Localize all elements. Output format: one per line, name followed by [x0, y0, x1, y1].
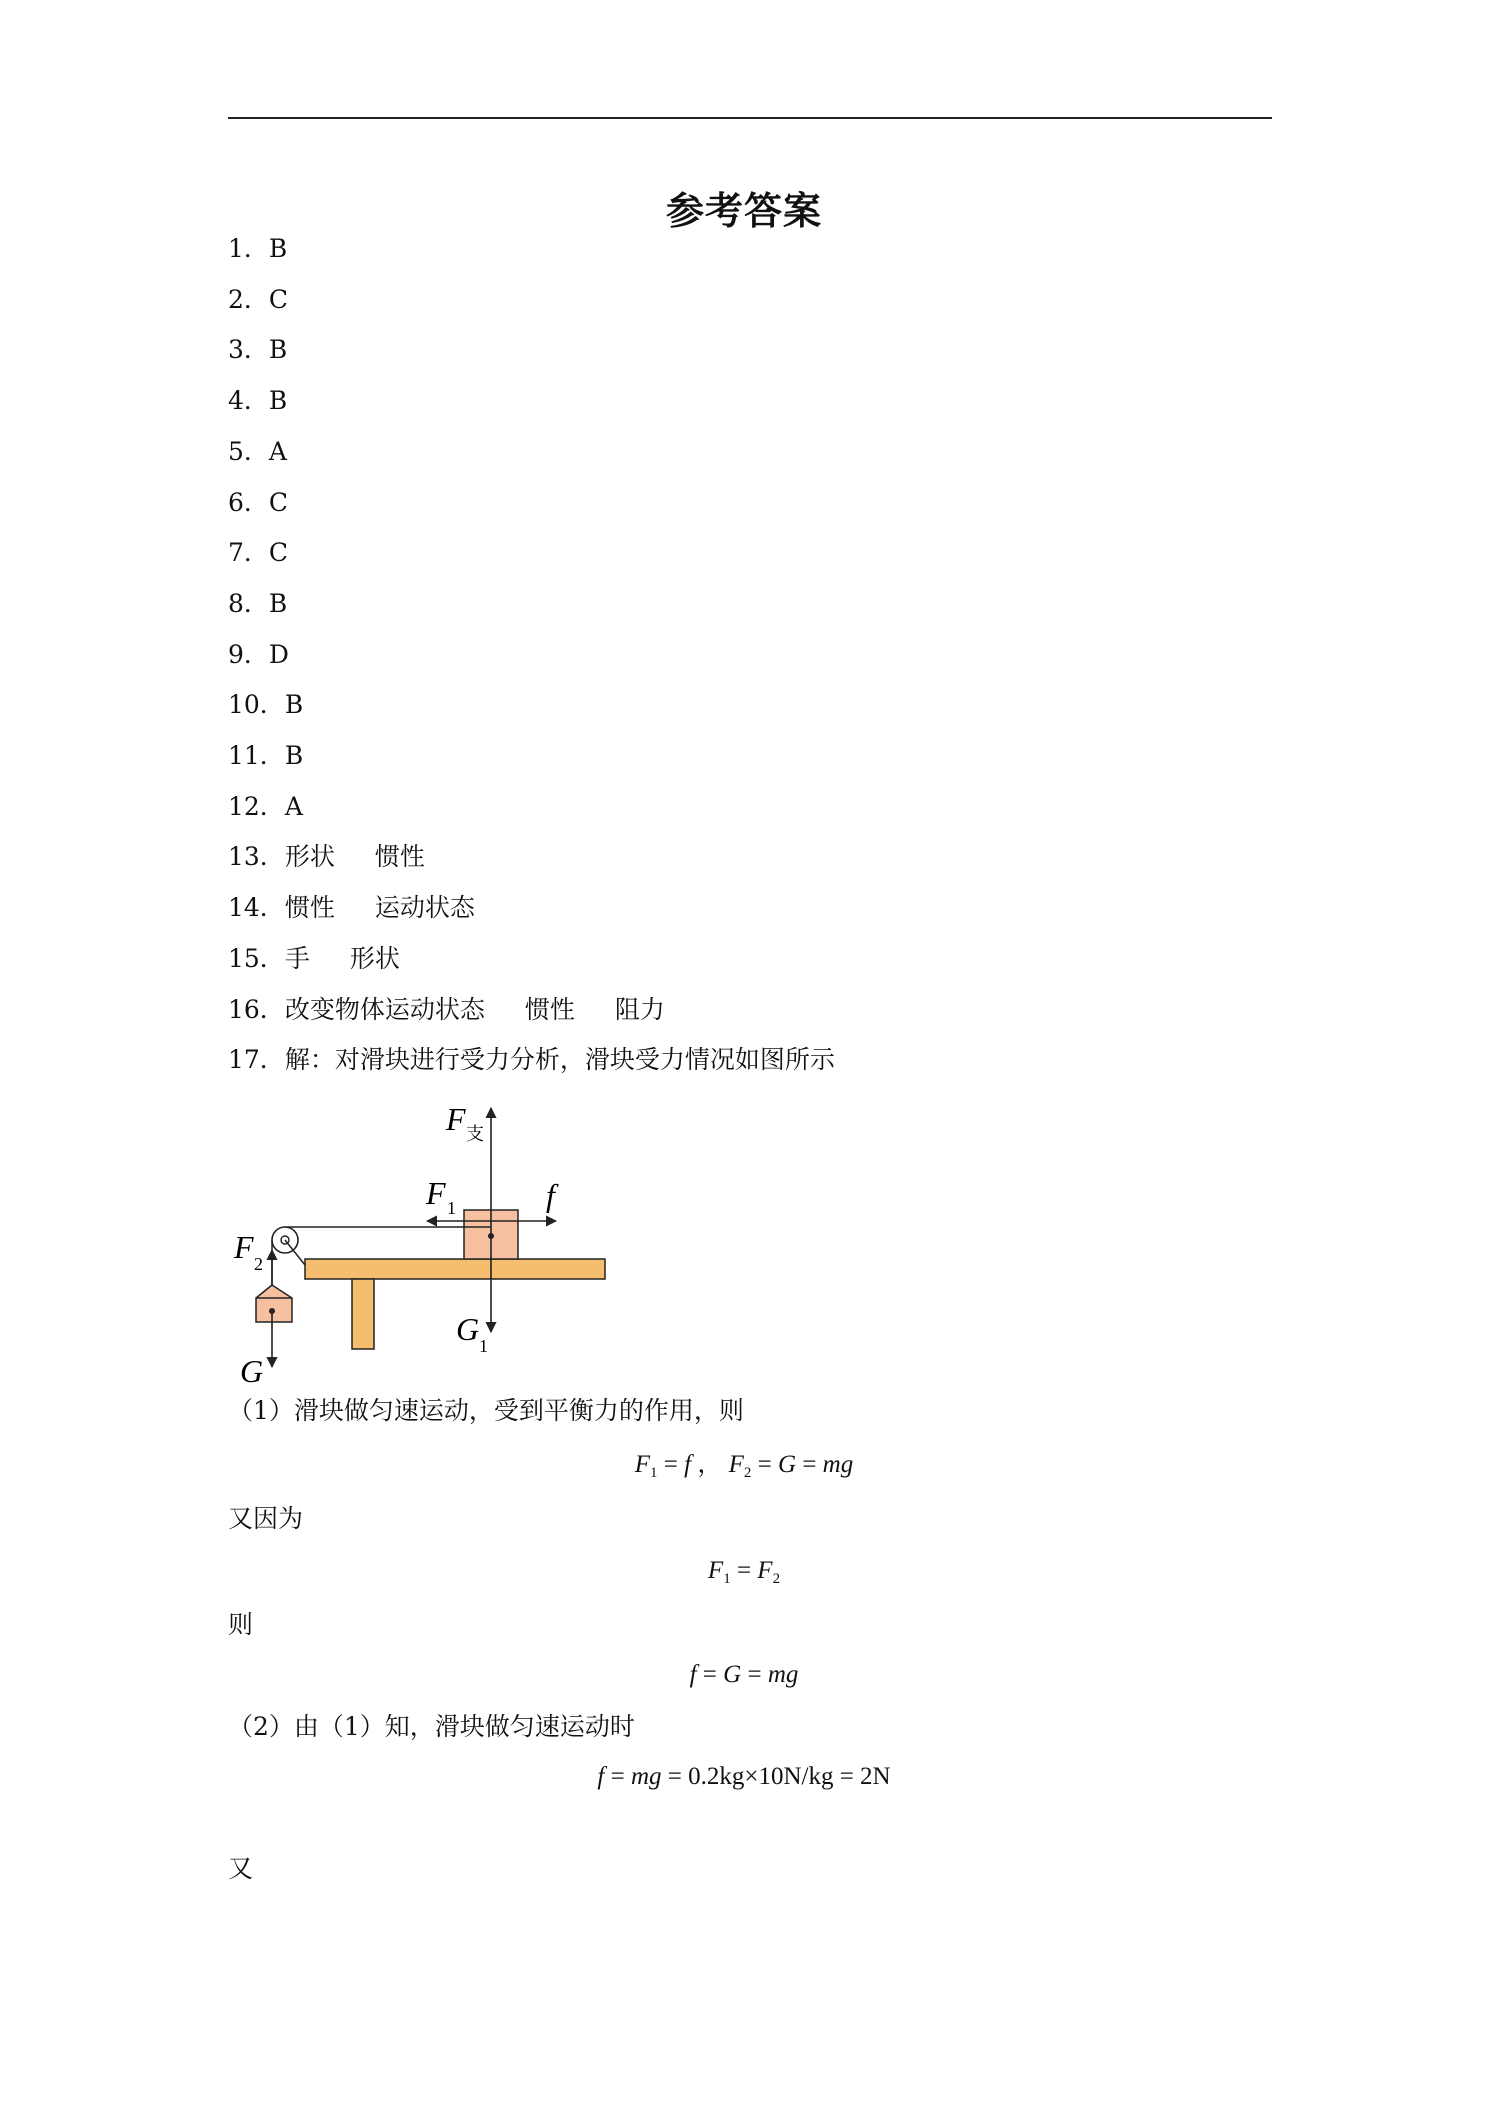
answer-part: 运动状态	[374, 893, 475, 922]
answer-16	[228, 995, 665, 1025]
answer-4	[228, 386, 287, 416]
answer-text: D	[268, 640, 289, 669]
answer-text: A	[268, 437, 287, 466]
answer-text: B	[268, 386, 288, 415]
answer-part: 形状	[349, 944, 400, 973]
header-rule	[228, 117, 1272, 119]
answer-text: C	[268, 488, 289, 517]
answer-number: 7．	[228, 538, 269, 567]
answer-number: 8．	[228, 589, 269, 618]
answer-number: 4．	[228, 386, 269, 415]
answer-14	[228, 893, 475, 923]
answer-number: 16．	[228, 995, 285, 1024]
equation-2: $F_1 = F_2$	[707, 1557, 781, 1587]
solution-also: 又	[228, 1854, 254, 1883]
equation-1: $F_1 = f$ ， $F_2 = G$ = mg	[634, 1451, 854, 1481]
answer-part: 阻力	[614, 995, 665, 1024]
solution-part1: （1）滑块做匀速运动，受到平衡力的作用，则	[228, 1396, 744, 1425]
answer-text: B	[268, 589, 288, 618]
answer-11	[228, 741, 303, 771]
answer-3	[228, 335, 287, 365]
label-f2-sub: 2	[254, 1254, 263, 1274]
answer-number: 2．	[228, 285, 269, 314]
answer-number: 5．	[228, 437, 269, 466]
hanging-weight	[256, 1285, 292, 1322]
answer-15	[228, 944, 400, 974]
label-g1-sub: 1	[479, 1336, 488, 1356]
answer-7	[228, 538, 288, 568]
answer-17	[228, 1045, 835, 1075]
answer-8	[228, 589, 287, 619]
answer-text: B	[284, 741, 304, 770]
answer-12	[228, 792, 303, 822]
label-f1-sub: 1	[447, 1198, 456, 1218]
label-f2: F	[234, 1229, 254, 1265]
label-g1: G	[456, 1311, 480, 1347]
solution-then: 则	[228, 1610, 254, 1639]
answer-part: 惯性	[284, 893, 335, 922]
label-f-support-sub: 支	[466, 1124, 484, 1144]
solution-part2: （2）由（1）知，滑块做匀速运动时	[228, 1712, 635, 1741]
answer-text: C	[268, 538, 289, 567]
answer-number: 6．	[228, 488, 269, 517]
answer-number: 14．	[228, 893, 285, 922]
label-f-support: F	[446, 1101, 466, 1137]
force-diagram	[228, 1100, 628, 1390]
answer-text: B	[268, 335, 288, 364]
answer-number: 1．	[228, 234, 269, 263]
answer-text: A	[284, 792, 303, 821]
answer-text: 解：对滑块进行受力分析，滑块受力情况如图所示	[284, 1045, 835, 1074]
answer-1	[228, 234, 287, 264]
answer-text: B	[268, 234, 288, 263]
answer-part: 惯性	[524, 995, 575, 1024]
answer-10	[228, 690, 303, 720]
answer-number: 3．	[228, 335, 269, 364]
answer-number: 17．	[228, 1045, 285, 1074]
answer-2	[228, 285, 288, 315]
answer-number: 15．	[228, 944, 285, 973]
table-board	[305, 1259, 605, 1279]
answer-number: 9．	[228, 640, 269, 669]
answer-5	[228, 437, 287, 467]
answer-number: 13．	[228, 842, 285, 871]
answer-6	[228, 488, 288, 518]
page-title: 参考答案	[665, 189, 822, 233]
answer-number: 10．	[228, 690, 285, 719]
answer-13	[228, 842, 425, 872]
answer-number: 12．	[228, 792, 285, 821]
label-g: G	[240, 1353, 264, 1389]
answer-part: 改变物体运动状态	[284, 995, 485, 1024]
equation-4: f = mg = 0.2kg×10N/kg = 2N	[597, 1763, 891, 1790]
table-leg	[352, 1279, 374, 1349]
answer-part: 惯性	[374, 842, 425, 871]
answer-number: 11．	[228, 741, 285, 770]
answer-text: B	[284, 690, 304, 719]
label-f1: F	[426, 1175, 446, 1211]
answer-part: 形状	[284, 842, 335, 871]
label-friction: f	[546, 1177, 555, 1213]
solution-because: 又因为	[228, 1504, 304, 1533]
equation-3: f = G = mg	[689, 1661, 799, 1688]
answer-9	[228, 640, 289, 670]
answer-text: C	[268, 285, 289, 314]
answer-part: 手	[284, 944, 310, 973]
